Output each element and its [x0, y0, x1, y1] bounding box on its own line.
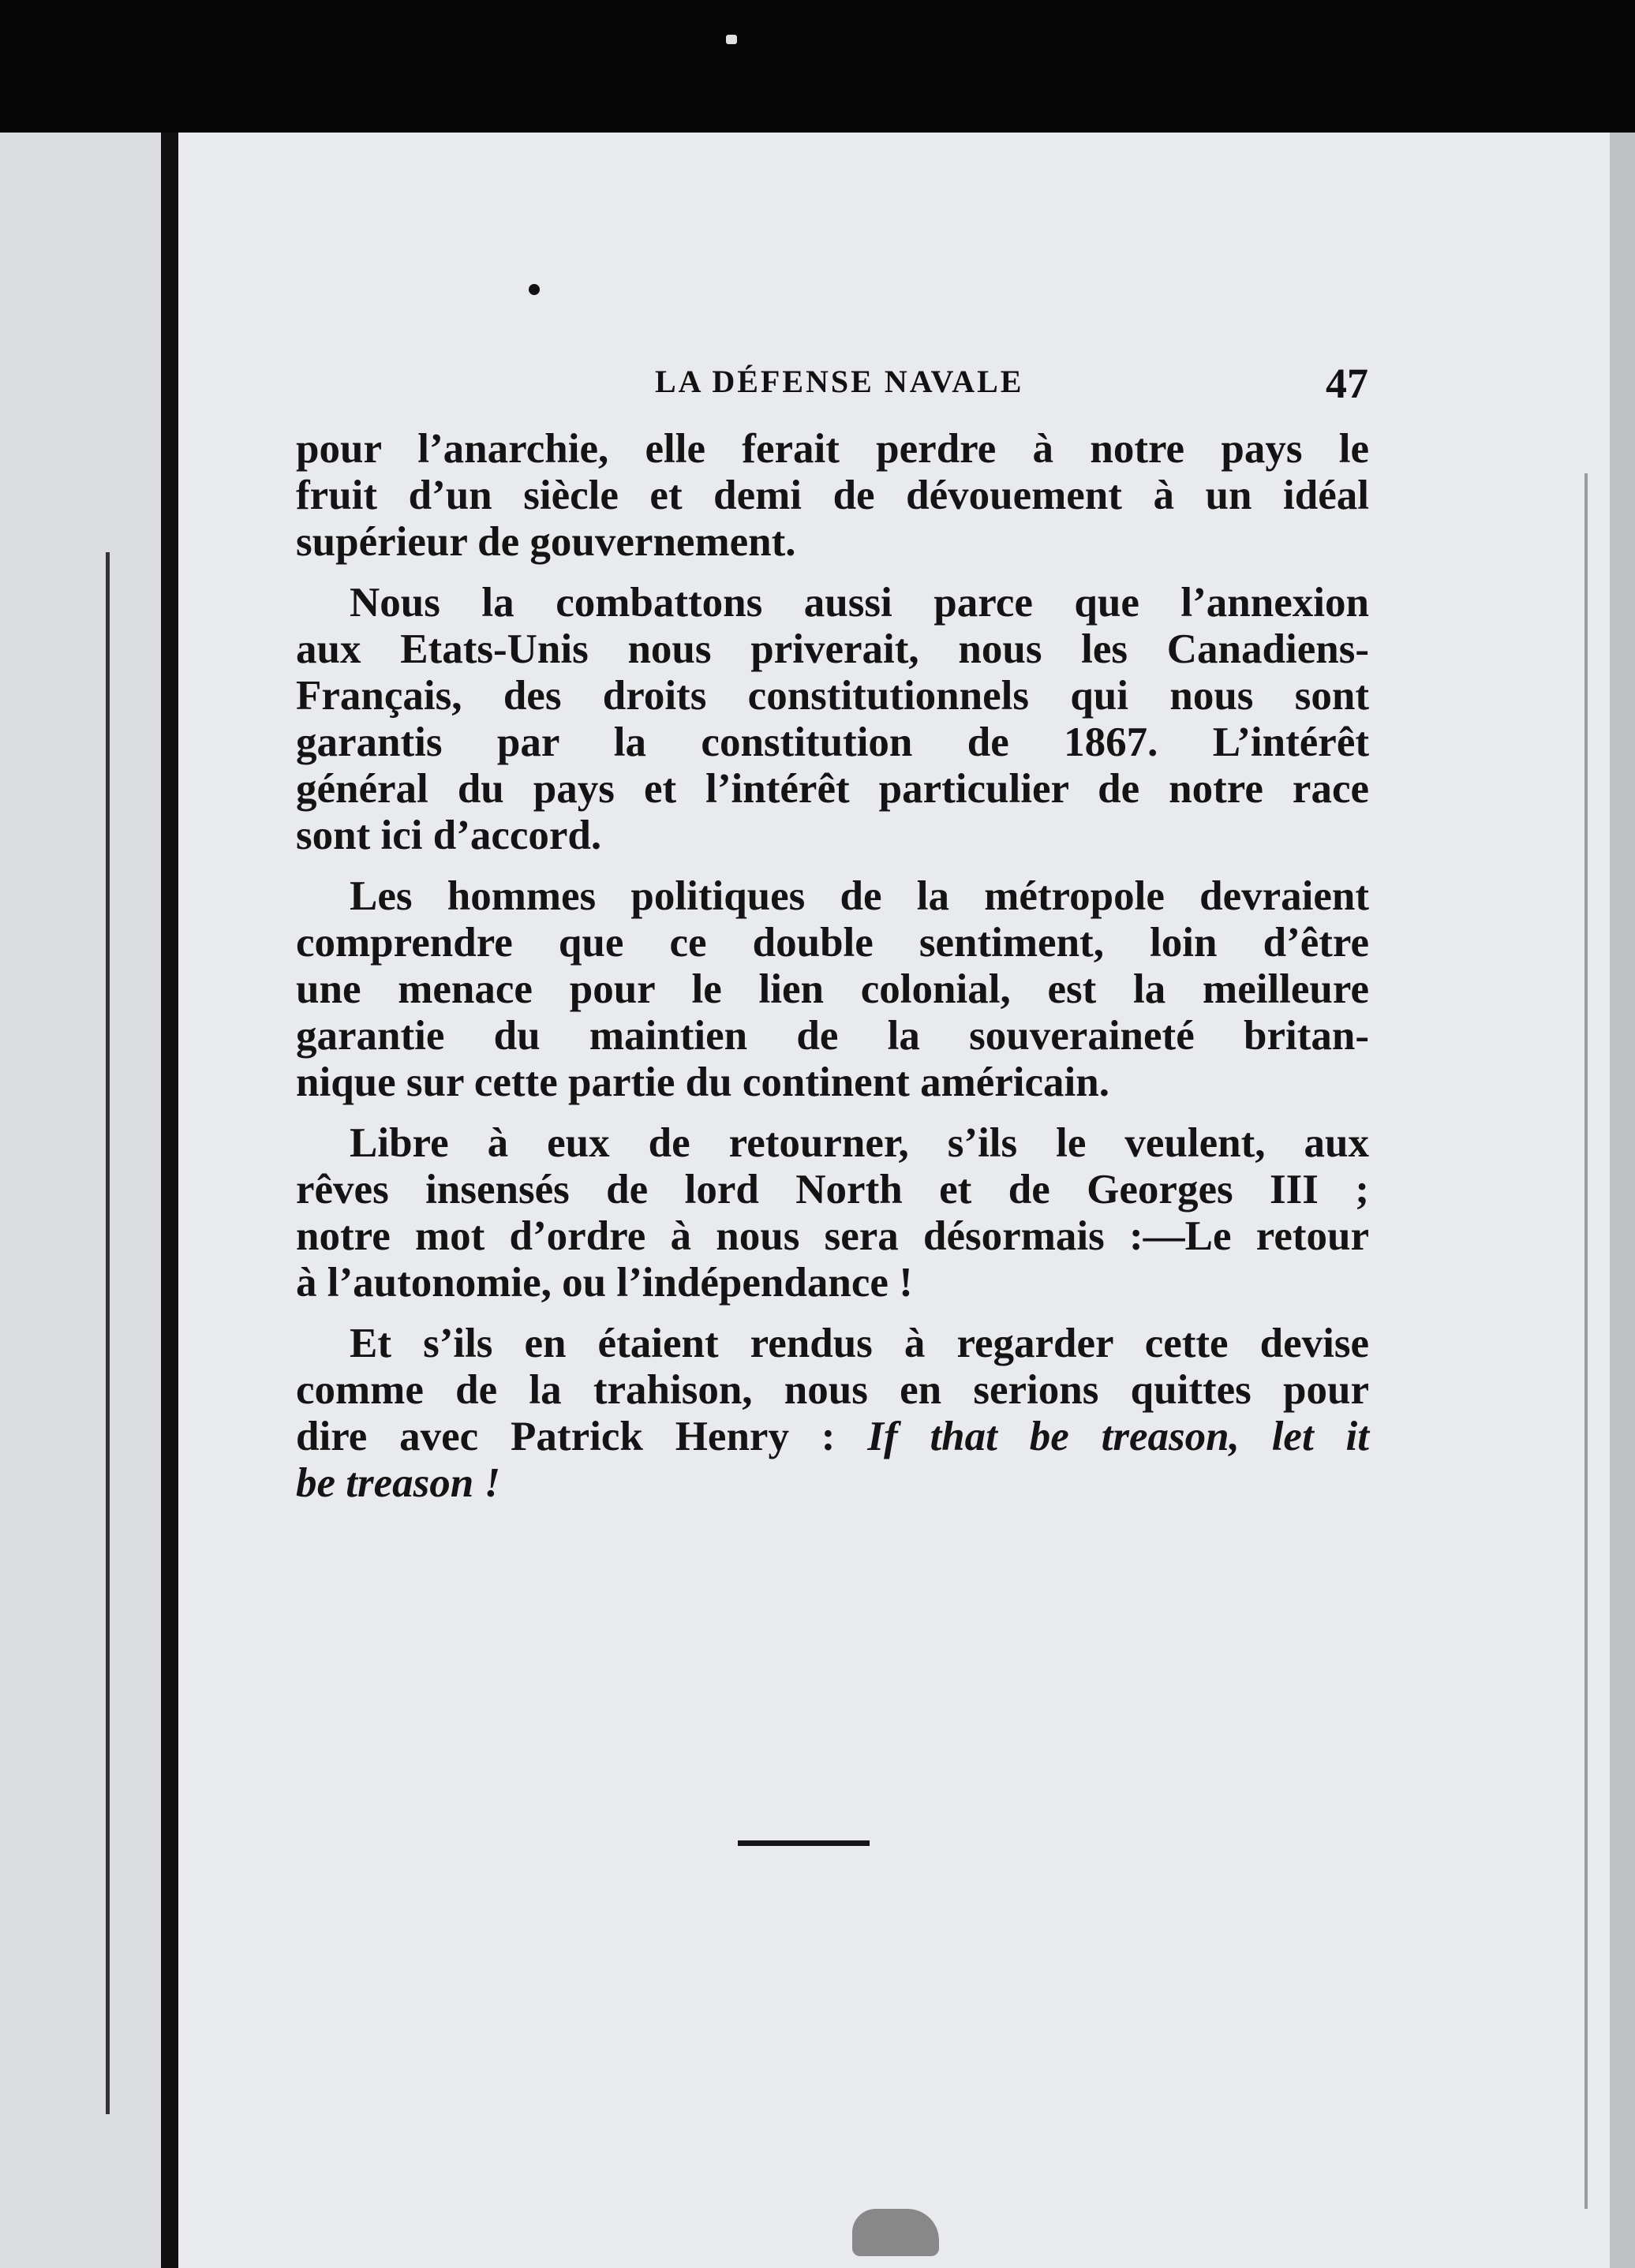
page-binding-line	[161, 133, 178, 2268]
quote-lead: dire avec Patrick Henry :	[296, 1414, 868, 1459]
text-line: sont ici d’accord.	[296, 813, 602, 858]
text-line: comme de la trahison, nous en serions quittes pour	[296, 1367, 1369, 1413]
end-rule-tail	[844, 1840, 870, 1846]
text-line: garantis par la constitution de 1867. L’intérêt	[296, 719, 1369, 765]
text-line: général du pays et l’intérêt particulier de notre race	[296, 766, 1369, 812]
text-line: une menace pour le lien colonial, est la meilleure	[296, 966, 1369, 1012]
text-line: notre mot d’ordre à nous sera désormais :—Le retour	[296, 1213, 1369, 1259]
text-line: Les hommes politiques de la métropole devraient	[350, 873, 1369, 919]
paragraph-2	[296, 580, 1369, 859]
text-line	[296, 1414, 1369, 1460]
text-line: à l’autonomie, ou l’indépendance !	[296, 1260, 913, 1306]
facing-page-edge	[0, 133, 161, 2268]
gutter-shadow-line	[106, 552, 110, 2114]
ink-dot	[529, 284, 540, 295]
paragraph-1	[296, 426, 1369, 566]
paragraph-3	[296, 873, 1369, 1106]
paragraph-4	[296, 1120, 1369, 1306]
paragraph-5	[296, 1321, 1369, 1507]
text-line: Et s’ils en étaient rendus à regarder cette devise	[350, 1321, 1369, 1366]
running-title: LA DÉFENSE NAVALE	[655, 364, 1024, 399]
quote-italic-line: be treason !	[296, 1460, 501, 1506]
text-line: Libre à eux de retourner, s’ils le veulent, aux	[350, 1120, 1369, 1166]
scan-artifact	[852, 2209, 939, 2256]
text-line: comprendre que ce double sentiment, loin d’être	[296, 920, 1369, 966]
text-line: Français, des droits constitutionnels qui nous sont	[296, 673, 1369, 719]
body-text	[296, 426, 1369, 1521]
text-line: nique sur cette partie du continent américain.	[296, 1059, 1109, 1105]
quote-italic: If that be treason, let it	[867, 1414, 1369, 1459]
text-line: aux Etats-Unis nous priverait, nous les Canadiens-	[296, 626, 1369, 672]
text-line: garantie du maintien de la souveraineté britan-	[296, 1013, 1369, 1059]
text-line: supérieur de gouvernement.	[296, 519, 796, 565]
page-right-edge	[1610, 133, 1635, 2268]
text-line: fruit d’un siècle et demi de dévouement à un idéal	[296, 473, 1369, 518]
page-right-shadow	[1584, 473, 1588, 2209]
text-line: rêves insensés de lord North et de Georges III ;	[296, 1167, 1369, 1212]
text-line: pour l’anarchie, elle ferait perdre à notre pays le	[296, 426, 1369, 472]
text-line: Nous la combattons aussi parce que l’annexion	[350, 580, 1369, 626]
scan-speck	[726, 35, 737, 44]
page-number: 47	[1326, 360, 1368, 407]
